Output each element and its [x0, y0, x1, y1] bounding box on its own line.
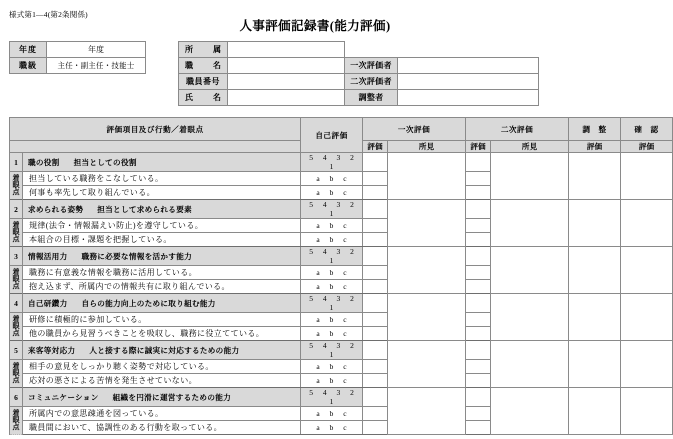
header-criteria-spacer: [10, 141, 301, 153]
item-title: [23, 294, 301, 313]
focus-point-label: [10, 172, 23, 200]
evaluation-item-row: [10, 153, 673, 172]
meta-table: [9, 41, 146, 74]
label-secondary-evaluator: 二次評価者: [345, 74, 398, 90]
item-subtitle-text: 自らの能力向上のために取り組む能力: [81, 298, 216, 308]
label-employee-number: 職員番号: [179, 74, 228, 90]
item-title: [23, 341, 301, 360]
focus-point-label: [10, 313, 23, 341]
table-row: [10, 58, 146, 74]
evaluation-item-row: [10, 341, 673, 360]
primary-rating-cell[interactable]: [363, 421, 388, 435]
item-subtitle-text: 組織を円滑に運営するための能力: [112, 392, 231, 402]
item-number: 4: [10, 294, 23, 313]
field-department[interactable]: [228, 42, 345, 58]
confirmation-rating-cell[interactable]: [621, 294, 673, 341]
primary-comment-cell[interactable]: [388, 200, 466, 247]
behavior-text: 何事も率先して取り組んでいる。: [23, 186, 301, 200]
self-rating-scale[interactable]: 5 4 3 2 1: [301, 294, 363, 313]
field-primary-evaluator[interactable]: [398, 58, 539, 74]
page-title: 人事評価記録書(能力評価): [239, 19, 391, 33]
primary-rating-cell[interactable]: [363, 341, 388, 360]
self-rating-scale[interactable]: 5 4 3 2 1: [301, 388, 363, 407]
table-row: [179, 42, 539, 58]
behavior-text: 所属内での意思疎通を図っている。: [23, 407, 301, 421]
focus-point-char: 点: [12, 329, 20, 338]
secondary-rating-cell[interactable]: [466, 407, 491, 421]
focus-point-char: 眼: [12, 180, 20, 189]
label-job-title: 職 名: [179, 58, 228, 74]
primary-rating-cell[interactable]: [363, 266, 388, 280]
focus-point-label: [10, 219, 23, 247]
item-title: [23, 388, 301, 407]
focus-point-char: 眼: [12, 321, 20, 330]
label-primary-evaluator: 一次評価者: [345, 58, 398, 74]
meta-value-fiscal-year[interactable]: 年度: [47, 42, 146, 58]
self-rating-abc[interactable]: a b c: [301, 280, 363, 294]
item-title: [23, 153, 301, 172]
secondary-comment-cell[interactable]: [491, 388, 569, 435]
behavior-text: 職員間において、協調性のある行動を取っている。: [23, 421, 301, 435]
behavior-text: 相手の意見をしっかり聴く姿勢で対応している。: [23, 360, 301, 374]
item-title-text: 自己研鑽力: [28, 298, 68, 308]
table-row: [10, 42, 146, 58]
self-rating-abc[interactable]: a b c: [301, 374, 363, 388]
primary-rating-cell[interactable]: [363, 186, 388, 200]
focus-point-char: 点: [12, 188, 20, 197]
self-rating-scale[interactable]: 5 4 3 2 1: [301, 153, 363, 172]
focus-point-label: [10, 407, 23, 435]
secondary-rating-cell[interactable]: [466, 172, 491, 186]
primary-rating-cell[interactable]: [363, 327, 388, 341]
secondary-rating-cell[interactable]: [466, 219, 491, 233]
primary-comment-cell[interactable]: [388, 153, 466, 200]
header-secondary-comment: 所見: [491, 141, 569, 153]
evaluation-item-row: [10, 247, 673, 266]
label-department: 所 属: [179, 42, 228, 58]
focus-point-label: [10, 360, 23, 388]
header-primary-comment: 所見: [388, 141, 466, 153]
spacer-cell: [345, 42, 398, 58]
primary-rating-cell[interactable]: [363, 388, 388, 407]
table-row: [179, 90, 539, 106]
item-title: [23, 247, 301, 266]
primary-rating-cell[interactable]: [363, 294, 388, 313]
confirmation-rating-cell[interactable]: [621, 153, 673, 200]
header-confirmation-rating: 評価: [621, 141, 673, 153]
primary-comment-cell[interactable]: [388, 247, 466, 294]
evaluation-item-row: [10, 294, 673, 313]
field-job-title[interactable]: [228, 58, 345, 74]
item-subtitle-text: 職務に必要な情報を活かす能力: [81, 251, 192, 261]
secondary-rating-cell[interactable]: [466, 294, 491, 313]
header-secondary-evaluation: 二次評価: [466, 118, 569, 141]
adjustment-rating-cell[interactable]: [569, 388, 621, 435]
form-code: 様式第1—4(第2条関係): [9, 10, 88, 19]
table-header-row: [10, 118, 673, 141]
focus-point-char: 着: [12, 220, 20, 229]
header-adjustment: 調 整: [569, 118, 621, 141]
self-rating-abc[interactable]: a b c: [301, 233, 363, 247]
primary-rating-cell[interactable]: [363, 233, 388, 247]
secondary-comment-cell[interactable]: [491, 200, 569, 247]
self-rating-abc[interactable]: a b c: [301, 219, 363, 233]
behavior-text: 本組合の目標・課題を把握している。: [23, 233, 301, 247]
secondary-rating-cell[interactable]: [466, 280, 491, 294]
primary-rating-cell[interactable]: [363, 153, 388, 172]
field-name[interactable]: [228, 90, 345, 106]
header-secondary-rating: 評価: [466, 141, 491, 153]
table-row: [179, 58, 539, 74]
adjustment-rating-cell[interactable]: [569, 200, 621, 247]
primary-comment-cell[interactable]: [388, 341, 466, 388]
primary-rating-cell[interactable]: [363, 313, 388, 327]
meta-label-grade: 職級: [10, 58, 47, 74]
primary-rating-cell[interactable]: [363, 360, 388, 374]
secondary-rating-cell[interactable]: [466, 388, 491, 407]
self-rating-scale[interactable]: 5 4 3 2 1: [301, 247, 363, 266]
label-name: 氏 名: [179, 90, 228, 106]
evaluation-item-row: [10, 388, 673, 407]
secondary-comment-cell[interactable]: [491, 341, 569, 388]
self-rating-abc[interactable]: a b c: [301, 266, 363, 280]
behavior-text: 担当している職務をこなしている。: [23, 172, 301, 186]
confirmation-rating-cell[interactable]: [621, 341, 673, 388]
self-rating-abc[interactable]: a b c: [301, 313, 363, 327]
item-title-text: 来客等対応力: [28, 345, 76, 355]
self-rating-scale[interactable]: 5 4 3 2 1: [301, 200, 363, 219]
secondary-comment-cell[interactable]: [491, 153, 569, 200]
adjustment-rating-cell[interactable]: [569, 153, 621, 200]
confirmation-rating-cell[interactable]: [621, 388, 673, 435]
focus-point-char: 眼: [12, 368, 20, 377]
behavior-text: 応対の悪さによる苦情を発生させていない。: [23, 374, 301, 388]
header-self-evaluation: 自己評価: [301, 118, 363, 153]
secondary-rating-cell[interactable]: [466, 341, 491, 360]
header-criteria: 評価項目及び行動／着眼点: [10, 118, 301, 141]
focus-point-char: 点: [12, 423, 20, 432]
primary-rating-cell[interactable]: [363, 247, 388, 266]
confirmation-rating-cell[interactable]: [621, 200, 673, 247]
primary-rating-cell[interactable]: [363, 172, 388, 186]
secondary-rating-cell[interactable]: [466, 360, 491, 374]
primary-comment-cell[interactable]: [388, 388, 466, 435]
field-adjuster[interactable]: [398, 90, 539, 106]
focus-point-char: 点: [12, 282, 20, 291]
focus-point-char: 着: [12, 267, 20, 276]
secondary-rating-cell[interactable]: [466, 200, 491, 219]
secondary-rating-cell[interactable]: [466, 247, 491, 266]
item-title-text: 職の役割: [28, 157, 60, 167]
evaluation-table: [9, 117, 673, 435]
item-subtitle-text: 担当としての役割: [73, 157, 137, 167]
secondary-comment-cell[interactable]: [491, 247, 569, 294]
item-number: 6: [10, 388, 23, 407]
focus-point-char: 着: [12, 361, 20, 370]
secondary-rating-cell[interactable]: [466, 421, 491, 435]
item-subtitle-text: 担当として求められる要素: [97, 204, 192, 214]
item-number: 5: [10, 341, 23, 360]
field-employee-number[interactable]: [228, 74, 345, 90]
adjustment-rating-cell[interactable]: [569, 294, 621, 341]
self-rating-abc[interactable]: a b c: [301, 407, 363, 421]
self-rating-abc[interactable]: a b c: [301, 327, 363, 341]
focus-point-char: 眼: [12, 274, 20, 283]
item-title-text: 情報活用力: [28, 251, 68, 261]
meta-label-fiscal-year: 年度: [10, 42, 47, 58]
item-number: 1: [10, 153, 23, 172]
behavior-text: 研修に積極的に参加している。: [23, 313, 301, 327]
secondary-rating-cell[interactable]: [466, 233, 491, 247]
item-number: 3: [10, 247, 23, 266]
secondary-rating-cell[interactable]: [466, 313, 491, 327]
focus-point-char: 着: [12, 408, 20, 417]
self-rating-abc[interactable]: a b c: [301, 421, 363, 435]
primary-rating-cell[interactable]: [363, 200, 388, 219]
self-rating-abc[interactable]: a b c: [301, 172, 363, 186]
evaluation-body: [10, 153, 673, 435]
focus-point-char: 着: [12, 173, 20, 182]
primary-rating-cell[interactable]: [363, 374, 388, 388]
behavior-text: 規律(法令・情報漏えい防止)を遵守している。: [23, 219, 301, 233]
adjustment-rating-cell[interactable]: [569, 247, 621, 294]
secondary-rating-cell[interactable]: [466, 266, 491, 280]
focus-point-char: 眼: [12, 227, 20, 236]
item-title-text: コミュニケーション: [28, 392, 99, 402]
focus-point-char: 着: [12, 314, 20, 323]
header-primary-evaluation: 一次評価: [363, 118, 466, 141]
item-subtitle-text: 人と接する際に誠実に対応するための能力: [89, 345, 240, 355]
secondary-comment-cell[interactable]: [491, 294, 569, 341]
focus-point-label: [10, 266, 23, 294]
meta-value-grade[interactable]: 主任・副主任・技能士: [47, 58, 146, 74]
secondary-rating-cell[interactable]: [466, 374, 491, 388]
primary-rating-cell[interactable]: [363, 407, 388, 421]
self-rating-abc[interactable]: a b c: [301, 360, 363, 374]
primary-rating-cell[interactable]: [363, 280, 388, 294]
primary-rating-cell[interactable]: [363, 219, 388, 233]
item-title: [23, 200, 301, 219]
header-confirmation: 確 認: [621, 118, 673, 141]
self-rating-abc[interactable]: a b c: [301, 186, 363, 200]
evaluation-item-row: [10, 200, 673, 219]
primary-comment-cell[interactable]: [388, 294, 466, 341]
label-adjuster: 調整者: [345, 90, 398, 106]
header-adjustment-rating: 評価: [569, 141, 621, 153]
spacer-cell: [398, 42, 539, 58]
focus-point-char: 眼: [12, 415, 20, 424]
secondary-rating-cell[interactable]: [466, 186, 491, 200]
item-title-text: 求められる姿勢: [28, 204, 84, 214]
header-primary-rating: 評価: [363, 141, 388, 153]
item-number: 2: [10, 200, 23, 219]
self-rating-scale[interactable]: 5 4 3 2 1: [301, 341, 363, 360]
adjustment-rating-cell[interactable]: [569, 341, 621, 388]
behavior-text: 職務に有意義な情報を職務に活用している。: [23, 266, 301, 280]
secondary-rating-cell[interactable]: [466, 153, 491, 172]
secondary-rating-cell[interactable]: [466, 327, 491, 341]
table-row: [179, 74, 539, 90]
focus-point-char: 点: [12, 376, 20, 385]
behavior-text: 他の職員から見習うべきことを吸収し、職務に役立てている。: [23, 327, 301, 341]
field-secondary-evaluator[interactable]: [398, 74, 539, 90]
focus-point-char: 点: [12, 235, 20, 244]
employee-info-table: [178, 41, 539, 106]
behavior-text: 抱え込まず、所属内での情報共有に取り組んでいる。: [23, 280, 301, 294]
confirmation-rating-cell[interactable]: [621, 247, 673, 294]
